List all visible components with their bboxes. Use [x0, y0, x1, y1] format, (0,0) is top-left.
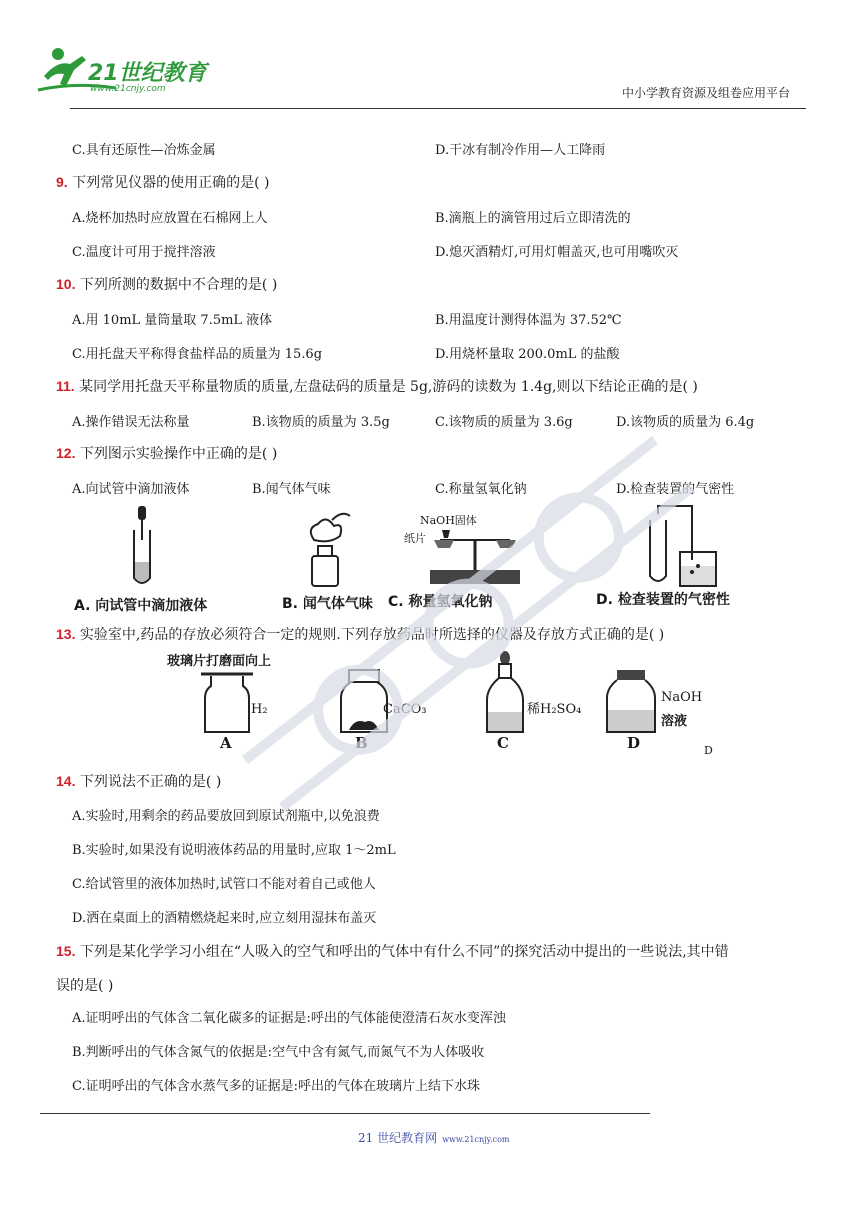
header-divider	[70, 108, 806, 109]
platform-title: 中小学教育资源及组卷应用平台	[622, 86, 791, 100]
q12-fig-label-d: D. 检查装置的气密性	[596, 592, 730, 608]
q12-option-d: D.检查装置的气密性	[616, 482, 735, 497]
q11-stem	[56, 376, 698, 396]
q13-fig-label-a: A	[220, 734, 232, 752]
q14-number: 14.	[56, 773, 76, 789]
q8-option-c: C.具有还原性—冶炼金属	[72, 143, 216, 158]
glass-plate-note: 玻璃片打磨面向上	[167, 654, 272, 669]
q15-text-line1: 下列是某化学学习小组在“人吸入的空气和呼出的气体中有什么不同”的探究活动中提出的一些说法,其中错	[79, 944, 729, 960]
q12-figure	[70, 500, 770, 615]
q14-stem	[56, 771, 221, 791]
airtightness-check-icon	[650, 506, 716, 586]
q9-stem	[56, 172, 270, 192]
q13-number: 13.	[56, 626, 76, 642]
gas-jar-icon	[201, 674, 253, 732]
q12-fig-label-b: B. 闻气体气味	[282, 596, 373, 612]
dropper-bottle-icon	[487, 651, 523, 732]
logo-url: www.21cnjy.com	[90, 84, 166, 94]
q10-option-c: C.用托盘天平称得食盐样品的质量为 15.6g	[72, 347, 323, 362]
q9-number: 9.	[56, 174, 68, 190]
naoh-label: NaOH	[661, 690, 703, 705]
q11-number: 11.	[56, 378, 75, 394]
q9-text: 下列常见仪器的使用正确的是( )	[72, 175, 270, 191]
q10-text: 下列所测的数据中不合理的是( )	[79, 277, 278, 293]
caco3-label: CaCO₃	[383, 702, 427, 717]
q14-option-b: B.实验时,如果没有说明液体药品的用量时,应取 1～2mL	[72, 843, 396, 858]
q9-option-c: C.温度计可用于搅拌溶液	[72, 245, 216, 260]
h2-label: H₂	[251, 702, 268, 717]
h2so4-label: 稀H₂SO₄	[527, 702, 582, 717]
q14-text: 下列说法不正确的是( )	[79, 774, 222, 790]
q12-fig-label-c: C. 称量氢氧化钠	[388, 594, 493, 610]
q10-stem	[56, 274, 277, 294]
q13-answer-mark: D	[704, 744, 713, 757]
q13-fig-label-d: D	[627, 734, 641, 752]
dropper-test-tube-icon	[134, 506, 150, 583]
q9-option-a: A.烧杯加热时应放置在石棉网上人	[72, 211, 268, 226]
wide-mouth-bottle-icon	[341, 670, 387, 732]
q15-text-line2: 误的是( )	[56, 978, 114, 994]
q13-fig-label-b: B	[355, 734, 368, 752]
q13-stem	[56, 624, 664, 644]
naoh-solution-label: 溶液	[661, 714, 688, 729]
q15-stem	[56, 941, 729, 961]
q15-option-a: A.证明呼出的气体含二氧化碳多的证据是:呼出的气体能使澄清石灰水变浑浊	[72, 1011, 506, 1026]
q15-option-c: C.证明呼出的气体含水蒸气多的证据是:呼出的气体在玻璃片上结下水珠	[72, 1079, 480, 1094]
q15-option-b: B.判断呼出的气体含氮气的依据是:空气中含有氮气,而氮气不为人体吸收	[72, 1045, 485, 1060]
q12-stem	[56, 443, 277, 463]
q12-number: 12.	[56, 445, 76, 461]
q8-option-d: D.干冰有制冷作用—人工降雨	[435, 143, 606, 158]
q12-option-c: C.称量氢氧化钠	[435, 482, 527, 497]
q11-text: 某同学用托盘天平称量物质的质量,左盘砝码的质量是 5g,游码的读数为 1.4g,则以下结论正确的是( )	[79, 379, 698, 395]
q10-number: 10.	[56, 276, 76, 292]
q10-option-d: D.用烧杯量取 200.0mL 的盐酸	[435, 347, 620, 362]
footer-url: www.21cnjy.com	[442, 1135, 510, 1144]
logo	[36, 42, 206, 100]
q11-option-d: D.该物质的质量为 6.4g	[616, 415, 755, 430]
q12-text: 下列图示实验操作中正确的是( )	[79, 446, 278, 462]
q14-option-d: D.洒在桌面上的酒精燃烧起来时,应立刻用湿抹布盖灭	[72, 911, 377, 926]
q15-number: 15.	[56, 943, 76, 959]
q12-option-b: B.闻气体气味	[252, 482, 331, 497]
logo-text: 21世纪教育	[88, 61, 207, 86]
q11-option-a: A.操作错误无法称量	[72, 415, 190, 430]
balance-icon	[430, 530, 520, 584]
smell-gas-icon	[311, 514, 350, 586]
footer	[358, 1127, 510, 1146]
q11-option-b: B.该物质的质量为 3.5g	[252, 415, 390, 430]
q10-option-b: B.用温度计测得体温为 37.52℃	[435, 313, 622, 328]
q13-fig-label-c: C	[497, 734, 509, 752]
q11-option-c: C.该物质的质量为 3.6g	[435, 415, 573, 430]
q10-option-a: A.用 10mL 量筒量取 7.5mL 液体	[72, 313, 273, 328]
q13-figure	[165, 648, 705, 758]
q14-option-a: A.实验时,用剩余的药品要放回到原试剂瓶中,以免浪费	[72, 809, 380, 824]
reagent-bottle-icon	[607, 670, 655, 732]
q14-option-c: C.给试管里的液体加热时,试管口不能对着自己或他人	[72, 877, 376, 892]
q12-fig-label-a: A. 向试管中滴加液体	[74, 598, 208, 614]
footer-divider	[40, 1113, 650, 1114]
q9-option-b: B.滴瓶上的滴管用过后立即清洗的	[435, 211, 631, 226]
naoh-solid-label: NaOH固体	[420, 514, 477, 527]
q9-option-d: D.熄灭酒精灯,可用灯帽盖灭,也可用嘴吹灭	[435, 245, 679, 260]
q13-figure-drawings	[165, 648, 705, 758]
paper-label: 纸片	[404, 532, 426, 545]
q12-option-a: A.向试管中滴加液体	[72, 482, 190, 497]
footer-site: 21 世纪教育网	[358, 1131, 438, 1145]
q13-text: 实验室中,药品的存放必须符合一定的规则.下列存放药品时所选择的仪器及存放方式正确的是( )	[79, 627, 665, 643]
